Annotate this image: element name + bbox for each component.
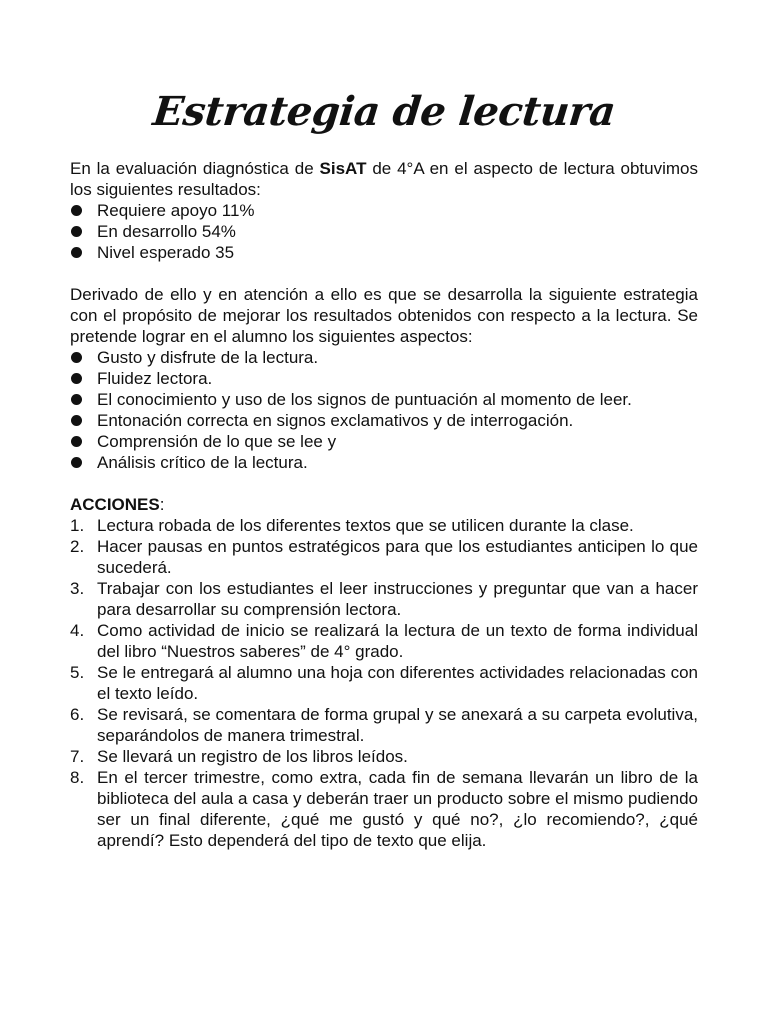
actions-heading [70, 494, 698, 515]
action-text: En el tercer trimestre, como extra, cada fin de semana llevarán un libro de la biblioteca del aula a casa y deberán traer un producto sobre el mismo pudiendo ser un final diferente, ¿qué me gustó y qué no?, ¿lo recomiendo?, ¿qué aprendí? Esto dependerá del tipo de texto que elija. [97, 768, 698, 850]
list-item-text: Entonación correcta en signos exclamativos y de interrogación. [97, 411, 574, 430]
list-item-text: En desarrollo 54% [97, 222, 236, 241]
action-number: 1. [70, 516, 85, 535]
spacer [70, 263, 698, 284]
action-text: Se llevará un registro de los libros leídos. [97, 747, 408, 766]
action-number: 3. [70, 579, 85, 598]
list-item [70, 431, 698, 452]
bullet-icon [71, 394, 82, 405]
list-item [70, 200, 698, 221]
bullet-icon [71, 373, 82, 384]
action-number: 4. [70, 621, 85, 640]
action-item [70, 536, 698, 578]
list-item [70, 452, 698, 473]
list-item-text: Nivel esperado 35 [97, 243, 235, 262]
list-item-text: Fluidez lectora. [97, 369, 213, 388]
action-text: Se revisará, se comentara de forma grupal y se anexará a su carpeta evolutiva, separándolos de manera trimestral. [97, 705, 698, 745]
bullet-icon [71, 436, 82, 447]
list-item [70, 347, 698, 368]
intro-text-before: En la evaluación diagnóstica de [70, 159, 320, 178]
action-item [70, 620, 698, 662]
list-item-text: Requiere apoyo 11% [97, 201, 255, 220]
list-item-text: Análisis crítico de la lectura. [97, 453, 308, 472]
action-item [70, 515, 698, 536]
action-item [70, 767, 698, 851]
bullet-icon [71, 415, 82, 426]
action-item [70, 746, 698, 767]
bullet-icon [71, 205, 82, 216]
bullet-icon [71, 247, 82, 258]
bullet-icon [71, 457, 82, 468]
list-item-text: Comprensión de lo que se lee y [97, 432, 337, 451]
list-item-text: Gusto y disfrute de la lectura. [97, 348, 319, 367]
list-item [70, 410, 698, 431]
action-text: Hacer pausas en puntos estratégicos para que los estudiantes anticipen lo que sucederá. [97, 537, 698, 577]
action-text: Se le entregará al alumno una hoja con diferentes actividades relacionadas con el texto leído. [97, 663, 698, 703]
document-page [70, 88, 698, 851]
bullet-icon [71, 352, 82, 363]
action-text: Trabajar con los estudiantes el leer instrucciones y preguntar que van a hacer para desarrollar su comprensión lectora. [97, 579, 698, 619]
derivado-paragraph: Derivado de ello y en atención a ello es que se desarrolla la siguiente estrategia con el propósito de mejorar los resultados obtenidos con respecto a la lectura. Se pretende lograr en el alumno los siguientes aspectos: [70, 285, 698, 346]
spacer [70, 473, 698, 494]
action-item [70, 662, 698, 704]
intro-paragraph [70, 158, 698, 200]
action-number: 7. [70, 747, 85, 766]
list-item [70, 389, 698, 410]
action-number: 8. [70, 768, 85, 787]
action-item [70, 578, 698, 620]
actions-heading-colon: : [159, 495, 165, 514]
action-item [70, 704, 698, 746]
sisat-brand: SisAT [319, 159, 367, 178]
action-number: 6. [70, 705, 85, 724]
list-item [70, 221, 698, 242]
aspects-list [70, 347, 698, 473]
action-text: Lectura robada de los diferentes textos que se utilicen durante la clase. [97, 516, 634, 535]
actions-list [70, 515, 698, 851]
action-text: Como actividad de inicio se realizará la lectura de un texto de forma individual del libro “Nuestros saberes” de 4° grado. [97, 621, 698, 661]
list-item [70, 242, 698, 263]
action-number: 5. [70, 663, 85, 682]
page-title: Estrategia de lectura [150, 88, 618, 135]
action-number: 2. [70, 537, 85, 556]
list-item-text: El conocimiento y uso de los signos de puntuación al momento de leer. [97, 390, 632, 409]
list-item [70, 368, 698, 389]
bullet-icon [71, 226, 82, 237]
actions-heading-text: ACCIONES [70, 495, 160, 514]
intro-text-after: de 4°A en el aspecto de lectura obtuvimos los siguientes resultados: [70, 159, 698, 199]
results-list [70, 200, 698, 263]
